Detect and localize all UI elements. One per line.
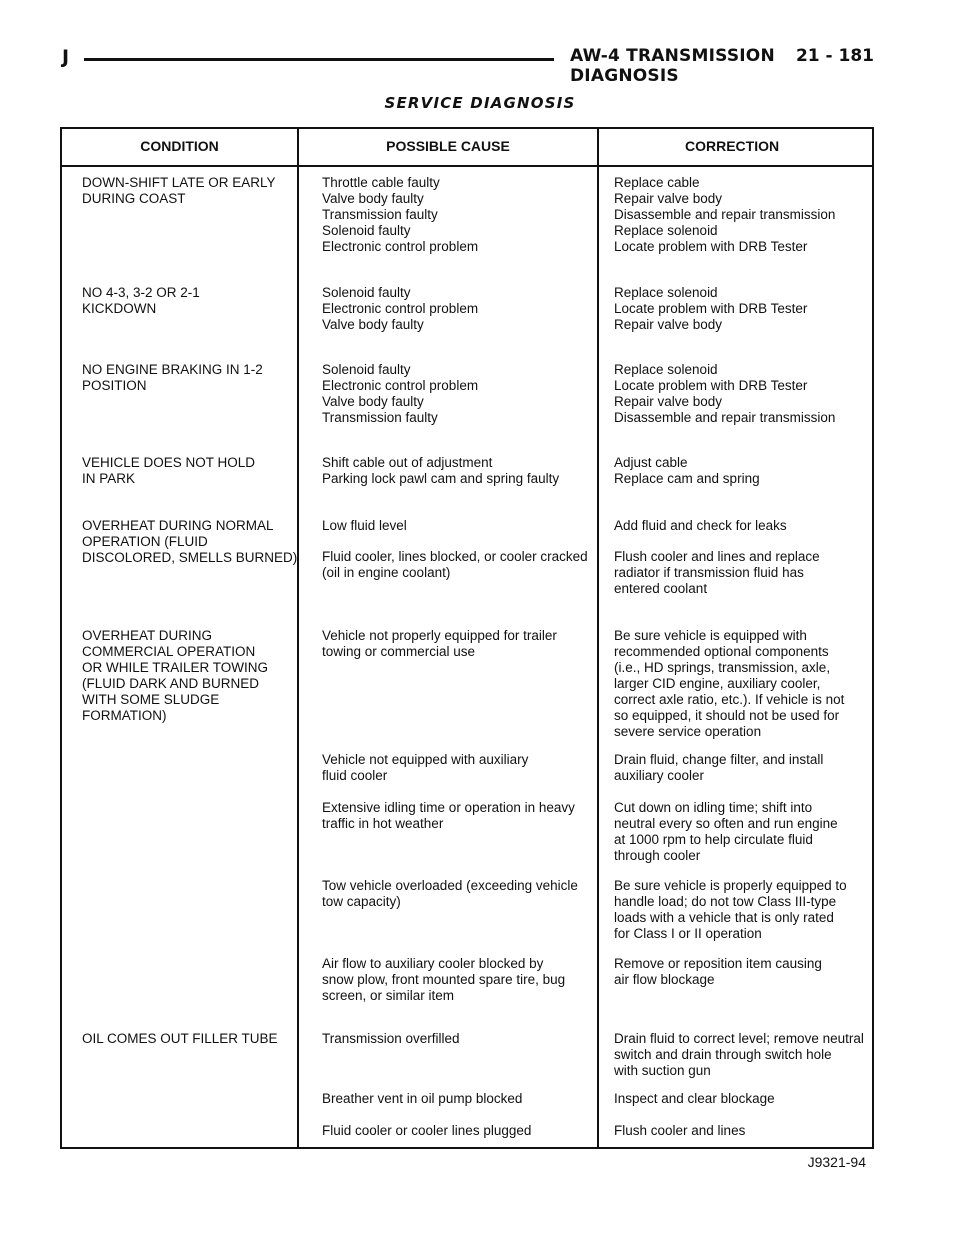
table-cell-correction: Remove or reposition item causing air flow blockage (614, 956, 822, 987)
table-cell-cause: Vehicle not equipped with auxiliary fluid cooler (322, 752, 529, 783)
table-cell-cause: Fluid cooler or cooler lines plugged (322, 1123, 532, 1138)
page-number: 21 - 181 (795, 46, 874, 66)
column-header-correction: CORRECTION (685, 138, 780, 154)
section-title: SERVICE DIAGNOSIS (384, 94, 576, 112)
table-cell-cause: Air flow to auxiliary cooler blocked by snow plow, front mounted spare tire, bug screen, or similar item (322, 956, 566, 1003)
table-cell-correction: Be sure vehicle is equipped with recommended optional components (i.e., HD springs, transmission, axle, larger CID engine, auxiliary cooler, correct axle ratio, etc.). If vehicle is not so equipped, it should not be used for severe service operation (614, 628, 845, 739)
table-cell-correction: Adjust cable Replace cam and spring (614, 455, 760, 486)
table-cell-cause: Throttle cable faulty Valve body faulty Transmission faulty Solenoid faulty Electronic control problem (322, 175, 479, 254)
table-cell-condition: OVERHEAT DURING NORMAL OPERATION (FLUID DISCOLORED, SMELLS BURNED) (82, 518, 298, 565)
table-cell-correction: Add fluid and check for leaks (614, 518, 787, 533)
column-header-condition: CONDITION (140, 138, 219, 154)
table-cell-cause: Breather vent in oil pump blocked (322, 1091, 523, 1106)
table-cell-correction: Drain fluid to correct level; remove neutral switch and drain through switch hole with suction gun (614, 1031, 864, 1078)
header-rule (84, 58, 554, 61)
table-cell-correction: Drain fluid, change filter, and install auxiliary cooler (614, 752, 824, 783)
section-letter: J (62, 46, 70, 68)
table-cell-cause: Low fluid level (322, 518, 407, 533)
header-title: AW-4 TRANSMISSION DIAGNOSIS (570, 46, 775, 86)
table-cell-cause: Vehicle not properly equipped for trailer towing or commercial use (322, 628, 557, 659)
table-cell-correction: Cut down on idling time; shift into neutral every so often and run engine at 1000 rpm to help circulate fluid through cooler (614, 800, 838, 863)
table-cell-cause: Fluid cooler, lines blocked, or cooler cracked (oil in engine coolant) (322, 549, 588, 580)
table-cell-correction: Be sure vehicle is properly equipped to handle load; do not tow Class III-type loads with a vehicle that is only rated for Class I or II operation (614, 878, 847, 941)
table-cell-condition: DOWN-SHIFT LATE OR EARLY DURING COAST (82, 175, 276, 206)
table-cell-correction: Flush cooler and lines (614, 1123, 746, 1138)
table-cell-condition: OVERHEAT DURING COMMERCIAL OPERATION OR WHILE TRAILER TOWING (FLUID DARK AND BURNED WITH SOME SLUDGE FORMATION) (82, 628, 269, 723)
table-cell-cause: Tow vehicle overloaded (exceeding vehicle tow capacity) (322, 878, 578, 909)
column-divider (297, 129, 299, 1147)
column-divider (597, 129, 599, 1147)
table-cell-condition: NO ENGINE BRAKING IN 1-2 POSITION (82, 362, 263, 393)
table-cell-cause: Solenoid faulty Electronic control problem Valve body faulty (322, 285, 479, 332)
table-cell-correction: Replace solenoid Locate problem with DRB Tester Repair valve body (614, 285, 808, 332)
header-divider (62, 165, 872, 167)
table-cell-condition: NO 4-3, 3-2 OR 2-1 KICKDOWN (82, 285, 200, 316)
column-header-cause: POSSIBLE CAUSE (386, 138, 510, 154)
table-cell-correction: Replace solenoid Locate problem with DRB Tester Repair valve body Disassemble and repair transmission (614, 362, 836, 425)
table-cell-correction: Inspect and clear blockage (614, 1091, 775, 1106)
table-cell-condition: OIL COMES OUT FILLER TUBE (82, 1031, 278, 1046)
page-header (62, 44, 874, 86)
table-cell-condition: VEHICLE DOES NOT HOLD IN PARK (82, 455, 256, 486)
table-cell-correction: Flush cooler and lines and replace radiator if transmission fluid has entered coolant (614, 549, 820, 596)
table-cell-cause: Extensive idling time or operation in heavy traffic in hot weather (322, 800, 575, 831)
table-cell-cause: Transmission overfilled (322, 1031, 460, 1046)
diagnosis-table (60, 127, 874, 1149)
table-cell-cause: Shift cable out of adjustment Parking lock pawl cam and spring faulty (322, 455, 560, 486)
figure-code: J9321-94 (807, 1154, 866, 1170)
table-cell-cause: Solenoid faulty Electronic control problem Valve body faulty Transmission faulty (322, 362, 479, 425)
table-cell-correction: Replace cable Repair valve body Disassemble and repair transmission Replace solenoid Locate problem with DRB Tester (614, 175, 836, 254)
